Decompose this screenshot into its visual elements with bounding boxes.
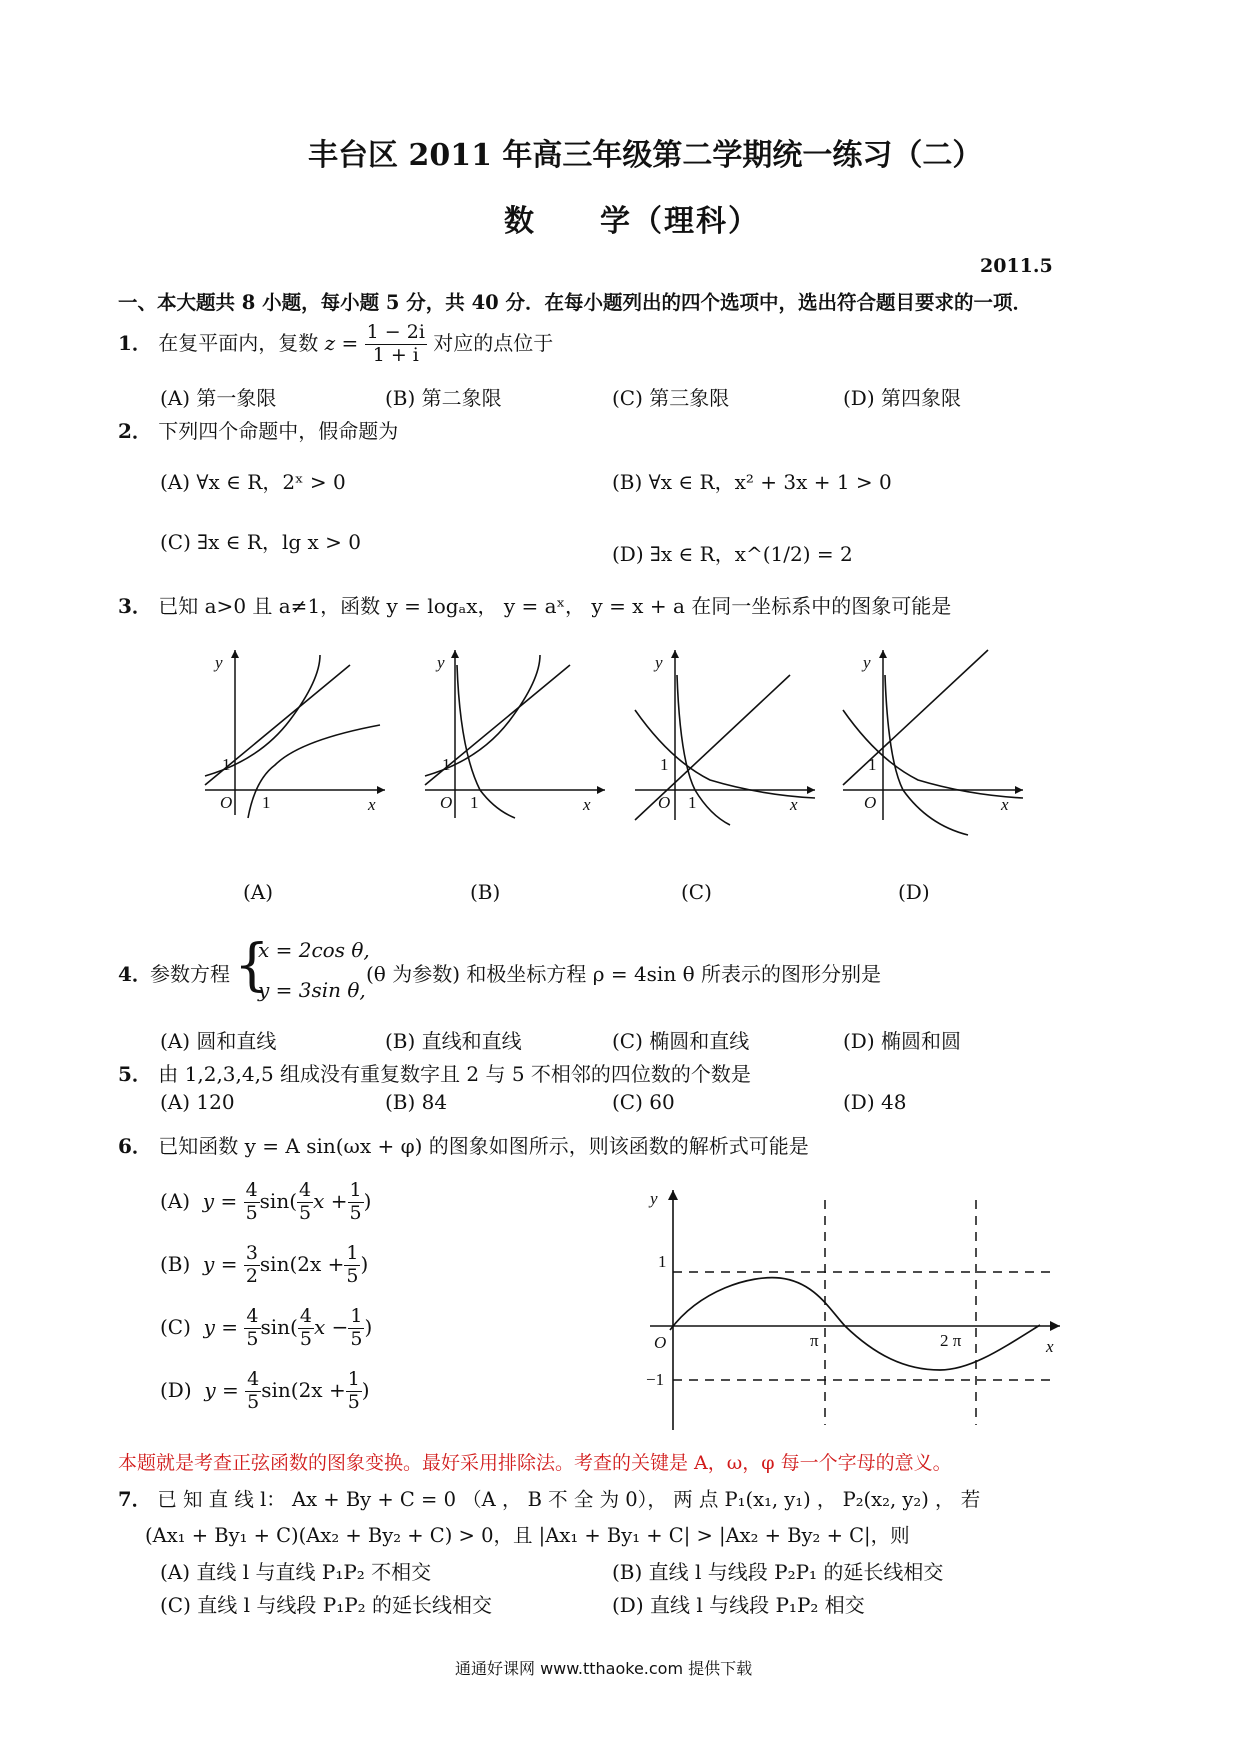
option-label: (D) [160,1377,192,1402]
q2-option-c: (C) ∃x ∈ R，lg x > 0 [160,530,362,554]
q3-caption-a: (A) [243,880,274,904]
q7-option-c: (C) 直线 l 与线段 P₁P₂ 的延长线相交 [160,1593,493,1617]
option-lhs: y = [202,1188,238,1213]
q3-caption-b: (B) [470,880,501,904]
close-paren: ) [360,1251,369,1276]
question-text: 在复平面内，复数 [158,330,319,355]
q3-graph-d [838,640,1028,820]
q3-graph-c [630,640,820,820]
q5-option-a: (A) 120 [160,1090,235,1114]
fraction-numerator: 1 − 2i [366,321,425,343]
close-paren: ) [363,1188,372,1213]
coef-denominator: 5 [246,1327,259,1350]
phase-denominator: 5 [349,1201,362,1224]
coef-numerator: 4 [246,1305,259,1327]
option-label: (B) [160,1251,191,1276]
tick-one-label: 1 [660,755,669,774]
q2-option-d: (D) ∃x ∈ R，x^(1/2) = 2 [612,542,853,566]
q2-option-b: (B) ∀x ∈ R，x² + 3x + 1 > 0 [612,470,892,494]
q3-caption-d: (D) [898,880,930,904]
q7-option-a: (A) 直线 l 与直线 P₁P₂ 不相交 [160,1560,432,1584]
param-eq-line-1: x = 2cos θ, [258,938,370,962]
q5-option-c: (C) 60 [612,1090,675,1114]
q6-option-a [160,1180,371,1225]
question-6 [118,1130,809,1159]
question-text: 已知 a>0 且 a≠1，函数 y = logₐx， y = aˣ， y = x + a 在同一坐标系中的图象可能是 [158,594,952,618]
y-axis-label: y [215,653,223,672]
coef-numerator: 4 [245,1179,258,1201]
question-number: 6． [118,1134,152,1158]
q6-option-c [160,1306,372,1351]
question-number: 7． [118,1488,152,1511]
phase-numerator: 1 [346,1242,359,1264]
omega-numerator: 4 [299,1305,312,1327]
option-label: (C) [160,1314,191,1339]
sin-part: sin(2x + [261,1377,346,1402]
option-label: (A) [160,1188,191,1213]
q4-option-a: (A) 圆和直线 [160,1029,277,1053]
y-axis-label: y [650,1189,658,1208]
omega-denominator: 5 [299,1327,312,1350]
question-1 [118,322,553,367]
x-axis-label: x [1046,1337,1054,1356]
x-operator: x − [313,1314,349,1339]
tick-one-label: 1 [222,755,231,774]
coef-denominator: 5 [247,1390,260,1413]
sin-part: sin( [260,1314,298,1339]
q6-option-b [160,1243,368,1288]
q1-option-a: (A) 第一象限 [160,386,277,410]
omega-numerator: 4 [299,1179,312,1201]
q2-option-a: (A) ∀x ∈ R，2ˣ > 0 [160,470,346,494]
origin-label: O [220,793,233,812]
question-7-condition: (Ax₁ + By₁ + C)(Ax₂ + By₂ + C) > 0，且 |Ax₁ + By₁ + C| > |Ax₂ + By₂ + C|，则 [145,1524,910,1547]
phase-denominator: 5 [347,1390,360,1413]
question-2 [118,415,398,444]
q5-option-d: (D) 48 [843,1090,907,1114]
y-axis-label: y [655,653,663,672]
section-heading: 一、本大题共 8 小题，每小题 5 分，共 40 分．在每小题列出的四个选项中，选出符合题目要求的一项． [118,291,1033,314]
origin-label: O [658,793,671,812]
phase-denominator: 5 [346,1264,359,1287]
tick-neg-one-label: −1 [646,1370,665,1389]
page-footer: 通通好课网 www.tthaoke.com 提供下载 [455,1659,753,1678]
option-lhs: y = [204,1377,239,1402]
tick-one-label: 1 [470,793,479,812]
question-number: 2． [118,419,152,443]
question-text: 对应的点位于 [433,330,554,355]
phase-numerator: 1 [350,1305,363,1327]
coef-numerator: 3 [245,1242,258,1264]
question-7 [118,1484,980,1512]
tick-one-label: 1 [688,793,697,812]
question-number: 3． [118,594,152,618]
x-axis-label: x [583,795,591,814]
exam-title: 丰台区 2011 年高三年级第二学期统一练习（二） [308,138,983,173]
tick-pi-label: π [810,1331,819,1350]
close-paren: ) [361,1377,370,1402]
question-text: (θ 为参数) 和极坐标方程 ρ = 4sin θ 所表示的图形分别是 [366,962,881,986]
question-number: 5． [118,1062,152,1086]
y-axis-label: y [863,653,871,672]
fraction-denominator: 1 + i [372,343,419,366]
q5-option-b: (B) 84 [385,1090,448,1114]
q7-option-b: (B) 直线 l 与线段 P₂P₁ 的延长线相交 [612,1560,944,1584]
q1-option-c: (C) 第三象限 [612,386,730,410]
exam-date: 2011.5 [980,255,1053,277]
sin-part: sin( [259,1188,297,1213]
q3-graph-b [420,640,610,820]
sin-part: sin(2x + [259,1251,345,1276]
question-5 [118,1058,751,1087]
question-text: 由 1,2,3,4,5 组成没有重复数字且 2 与 5 不相邻的四位数的个数是 [158,1062,751,1086]
brace-symbol: { [234,933,270,998]
question-text: 下列四个命题中，假命题为 [158,419,399,443]
question-text: 已 知 直 线 l： Ax + By + C = 0 （A ， B 不 全 为 0）， 两 点 P₁(x₁, y₁) ， P₂(x₂, y₂) ， 若 [157,1488,981,1511]
option-lhs: y = [203,1314,239,1339]
q3-caption-c: (C) [681,880,712,904]
x-axis-label: x [368,795,376,814]
q4-option-d: (D) 椭圆和圆 [843,1029,961,1053]
coef-denominator: 5 [245,1201,258,1224]
origin-label: O [440,793,453,812]
q4-option-c: (C) 椭圆和直线 [612,1029,750,1053]
close-paren: ) [364,1314,373,1339]
q3-graph-a [200,640,390,820]
coef-numerator: 4 [247,1368,260,1390]
q6-option-d [160,1369,370,1414]
origin-label: O [654,1333,667,1352]
param-eq-line-2: y = 3sin θ, [258,978,366,1002]
omega-denominator: 5 [299,1201,312,1224]
z-equals: z = [324,330,359,355]
question-text: 已知函数 y = A sin(ωx + φ) 的图象如图所示，则该函数的解析式可能是 [158,1134,809,1158]
x-axis-label: x [790,795,798,814]
tick-two-pi-label: 2 π [940,1331,962,1350]
q1-option-d: (D) 第四象限 [843,386,961,410]
origin-label: O [864,793,877,812]
phase-numerator: 1 [347,1368,360,1390]
q6-sine-graph [640,1180,1070,1440]
q7-option-d: (D) 直线 l 与线段 P₁P₂ 相交 [612,1593,865,1617]
question-3 [118,590,951,619]
exam-subtitle: 数 学（理科） [504,204,760,239]
y-axis-label: y [437,653,445,672]
phase-numerator: 1 [349,1179,362,1201]
tick-one-label: 1 [868,755,877,774]
question-number: 4． [118,962,152,986]
q6-note: 本题就是考查正弦函数的图象变换。最好采用排除法。考查的关键是 A，ω，φ 每一个字母的意义。 [118,1452,952,1474]
phase-denominator: 5 [350,1327,363,1350]
x-operator: x + [313,1188,348,1213]
complex-fraction [365,322,427,367]
tick-one-label: 1 [442,755,451,774]
q1-option-b: (B) 第二象限 [385,386,502,410]
question-number: 1． [118,330,152,355]
tick-one-label: 1 [262,793,271,812]
option-lhs: y = [203,1251,238,1276]
x-axis-label: x [1001,795,1009,814]
tick-one-label: 1 [658,1252,667,1271]
q4-option-b: (B) 直线和直线 [385,1029,522,1053]
question-text: 参数方程 [150,962,230,986]
coef-denominator: 2 [245,1264,258,1287]
